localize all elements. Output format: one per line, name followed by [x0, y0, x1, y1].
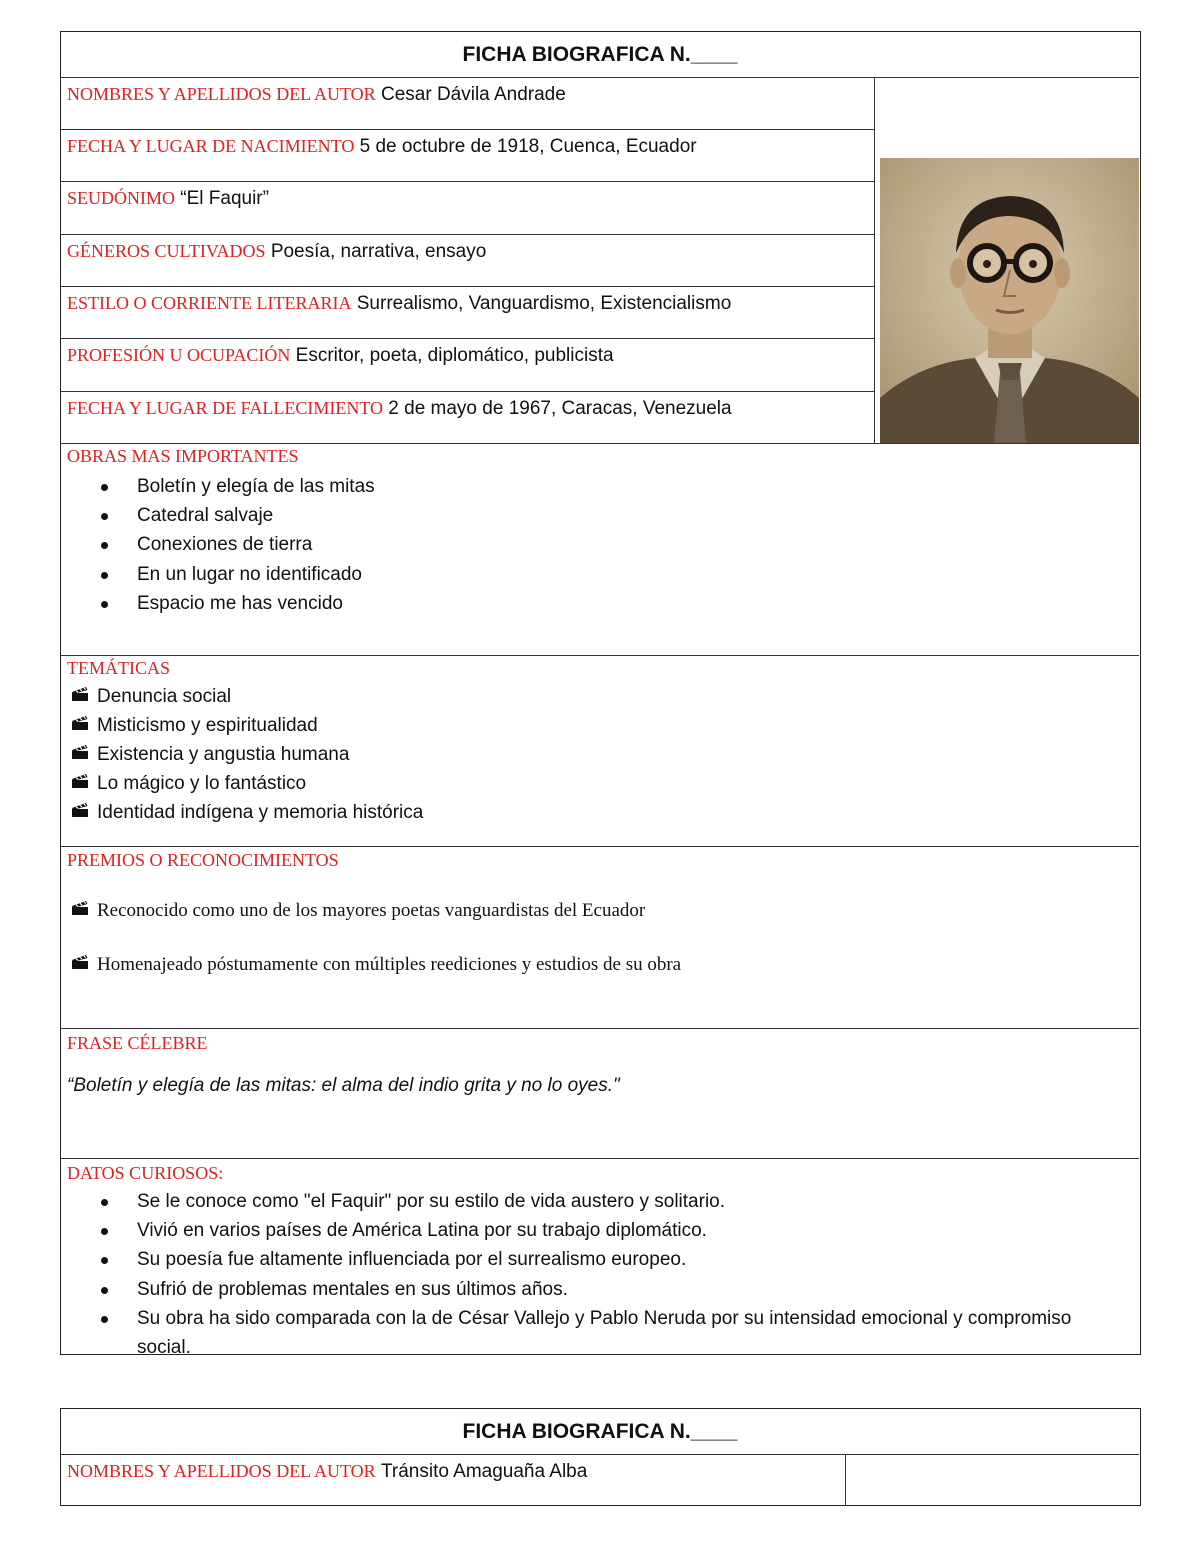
biography-card-1: [60, 31, 1141, 1359]
field-value: Poesía, narrativa, ensayo: [270, 241, 487, 262]
list-item: [61, 769, 1139, 798]
award-text: Reconocido como uno de los mayores poetas vanguardistas del Ecuador: [97, 900, 646, 921]
field-label: FECHA Y LUGAR DE FALLECIMIENTO: [67, 398, 383, 418]
famous-quote: “Boletín y elegía de las mitas: el alma del indio grita y no lo oyes.": [67, 1075, 620, 1096]
list-item: Boletín y elegía de las mitas: [101, 472, 1139, 501]
field-label: ESTILO O CORRIENTE LITERARIA: [67, 293, 352, 313]
list-item: Vivió en varios países de América Latina por su trabajo diplomático.: [101, 1216, 1079, 1245]
list-item: Su obra ha sido comparada con la de César Vallejo y Pablo Neruda por su intensidad emocional y compromiso social.: [101, 1304, 1079, 1362]
list-item: [61, 682, 1139, 711]
field-value: “El Faquir”: [180, 188, 269, 209]
list-item: [61, 951, 1139, 979]
field-value: 2 de mayo de 1967, Caracas, Venezuela: [388, 398, 732, 419]
author-portrait: [880, 158, 1139, 443]
field-value: Cesar Dávila Andrade: [380, 84, 566, 105]
section-label: OBRAS MAS IMPORTANTES: [67, 446, 299, 466]
card-title: FICHA BIOGRAFICA N.____: [61, 32, 1139, 78]
column-divider: [874, 78, 875, 444]
clapper-icon: [71, 711, 89, 740]
clapper-icon: [71, 951, 89, 979]
clapper-icon: [71, 798, 89, 827]
trivia-list: [61, 1187, 1139, 1362]
field-birth: [61, 130, 874, 182]
list-item: Espacio me has vencido: [101, 589, 1139, 618]
clapper-icon: [71, 682, 89, 711]
award-text: Homenajeado póstumamente con múltiples reediciones y estudios de su obra: [97, 954, 682, 975]
field-label: NOMBRES Y APELLIDOS DEL AUTOR: [67, 1461, 376, 1481]
field-label: FECHA Y LUGAR DE NACIMIENTO: [67, 136, 355, 156]
field-label: SEUDÓNIMO: [67, 188, 175, 208]
theme-text: Identidad indígena y memoria histórica: [97, 802, 424, 823]
field-label: NOMBRES Y APELLIDOS DEL AUTOR: [67, 84, 376, 104]
list-item: Catedral salvaje: [101, 501, 1139, 530]
quote-section: [61, 1029, 1139, 1159]
theme-text: Denuncia social: [97, 686, 232, 707]
list-item: [61, 798, 1139, 827]
list-item: Sufrió de problemas mentales en sus últimos años.: [101, 1275, 1079, 1304]
field-value: Surrealismo, Vanguardismo, Existencialismo: [356, 293, 732, 314]
field-genres: [61, 235, 874, 287]
list-item: [61, 711, 1139, 740]
field-value: 5 de octubre de 1918, Cuenca, Ecuador: [359, 136, 697, 157]
field-pseudonym: [61, 182, 874, 235]
field-profession: [61, 339, 874, 392]
field-value: Escritor, poeta, diplomático, publicista: [295, 345, 614, 366]
works-list: [61, 472, 1139, 618]
biography-card-2: [60, 1408, 1141, 1506]
trivia-section: [61, 1159, 1139, 1359]
themes-list: [61, 682, 1139, 827]
field-label: GÉNEROS CULTIVADOS: [67, 241, 266, 261]
section-label: PREMIOS O RECONOCIMIENTOS: [67, 850, 339, 870]
field-value: Tránsito Amaguaña Alba: [380, 1461, 588, 1482]
field-author-name: [61, 1455, 845, 1505]
theme-text: Existencia y angustia humana: [97, 744, 350, 765]
theme-text: Lo mágico y lo fantástico: [97, 773, 307, 794]
works-section: [61, 444, 1139, 656]
field-label: PROFESIÓN U OCUPACIÓN: [67, 345, 291, 365]
column-divider: [845, 1455, 846, 1505]
theme-text: Misticismo y espiritualidad: [97, 715, 318, 736]
list-item: Su poesía fue altamente influenciada por el surrealismo europeo.: [101, 1245, 1079, 1274]
field-author-name: [61, 78, 874, 130]
card-title: FICHA BIOGRAFICA N.____: [61, 1409, 1139, 1455]
list-item: [61, 897, 1139, 925]
clapper-icon: [71, 897, 89, 925]
list-item: En un lugar no identificado: [101, 560, 1139, 589]
list-item: Conexiones de tierra: [101, 530, 1139, 559]
section-label: DATOS CURIOSOS:: [67, 1163, 224, 1183]
field-style: [61, 287, 874, 339]
clapper-icon: [71, 740, 89, 769]
list-item: Se le conoce como "el Faquir" por su estilo de vida austero y solitario.: [101, 1187, 1079, 1216]
section-label: TEMÁTICAS: [67, 658, 170, 678]
themes-section: [61, 656, 1139, 847]
list-item: [61, 740, 1139, 769]
section-label: FRASE CÉLEBRE: [67, 1033, 208, 1053]
clapper-icon: [71, 769, 89, 798]
awards-section: [61, 847, 1139, 1029]
